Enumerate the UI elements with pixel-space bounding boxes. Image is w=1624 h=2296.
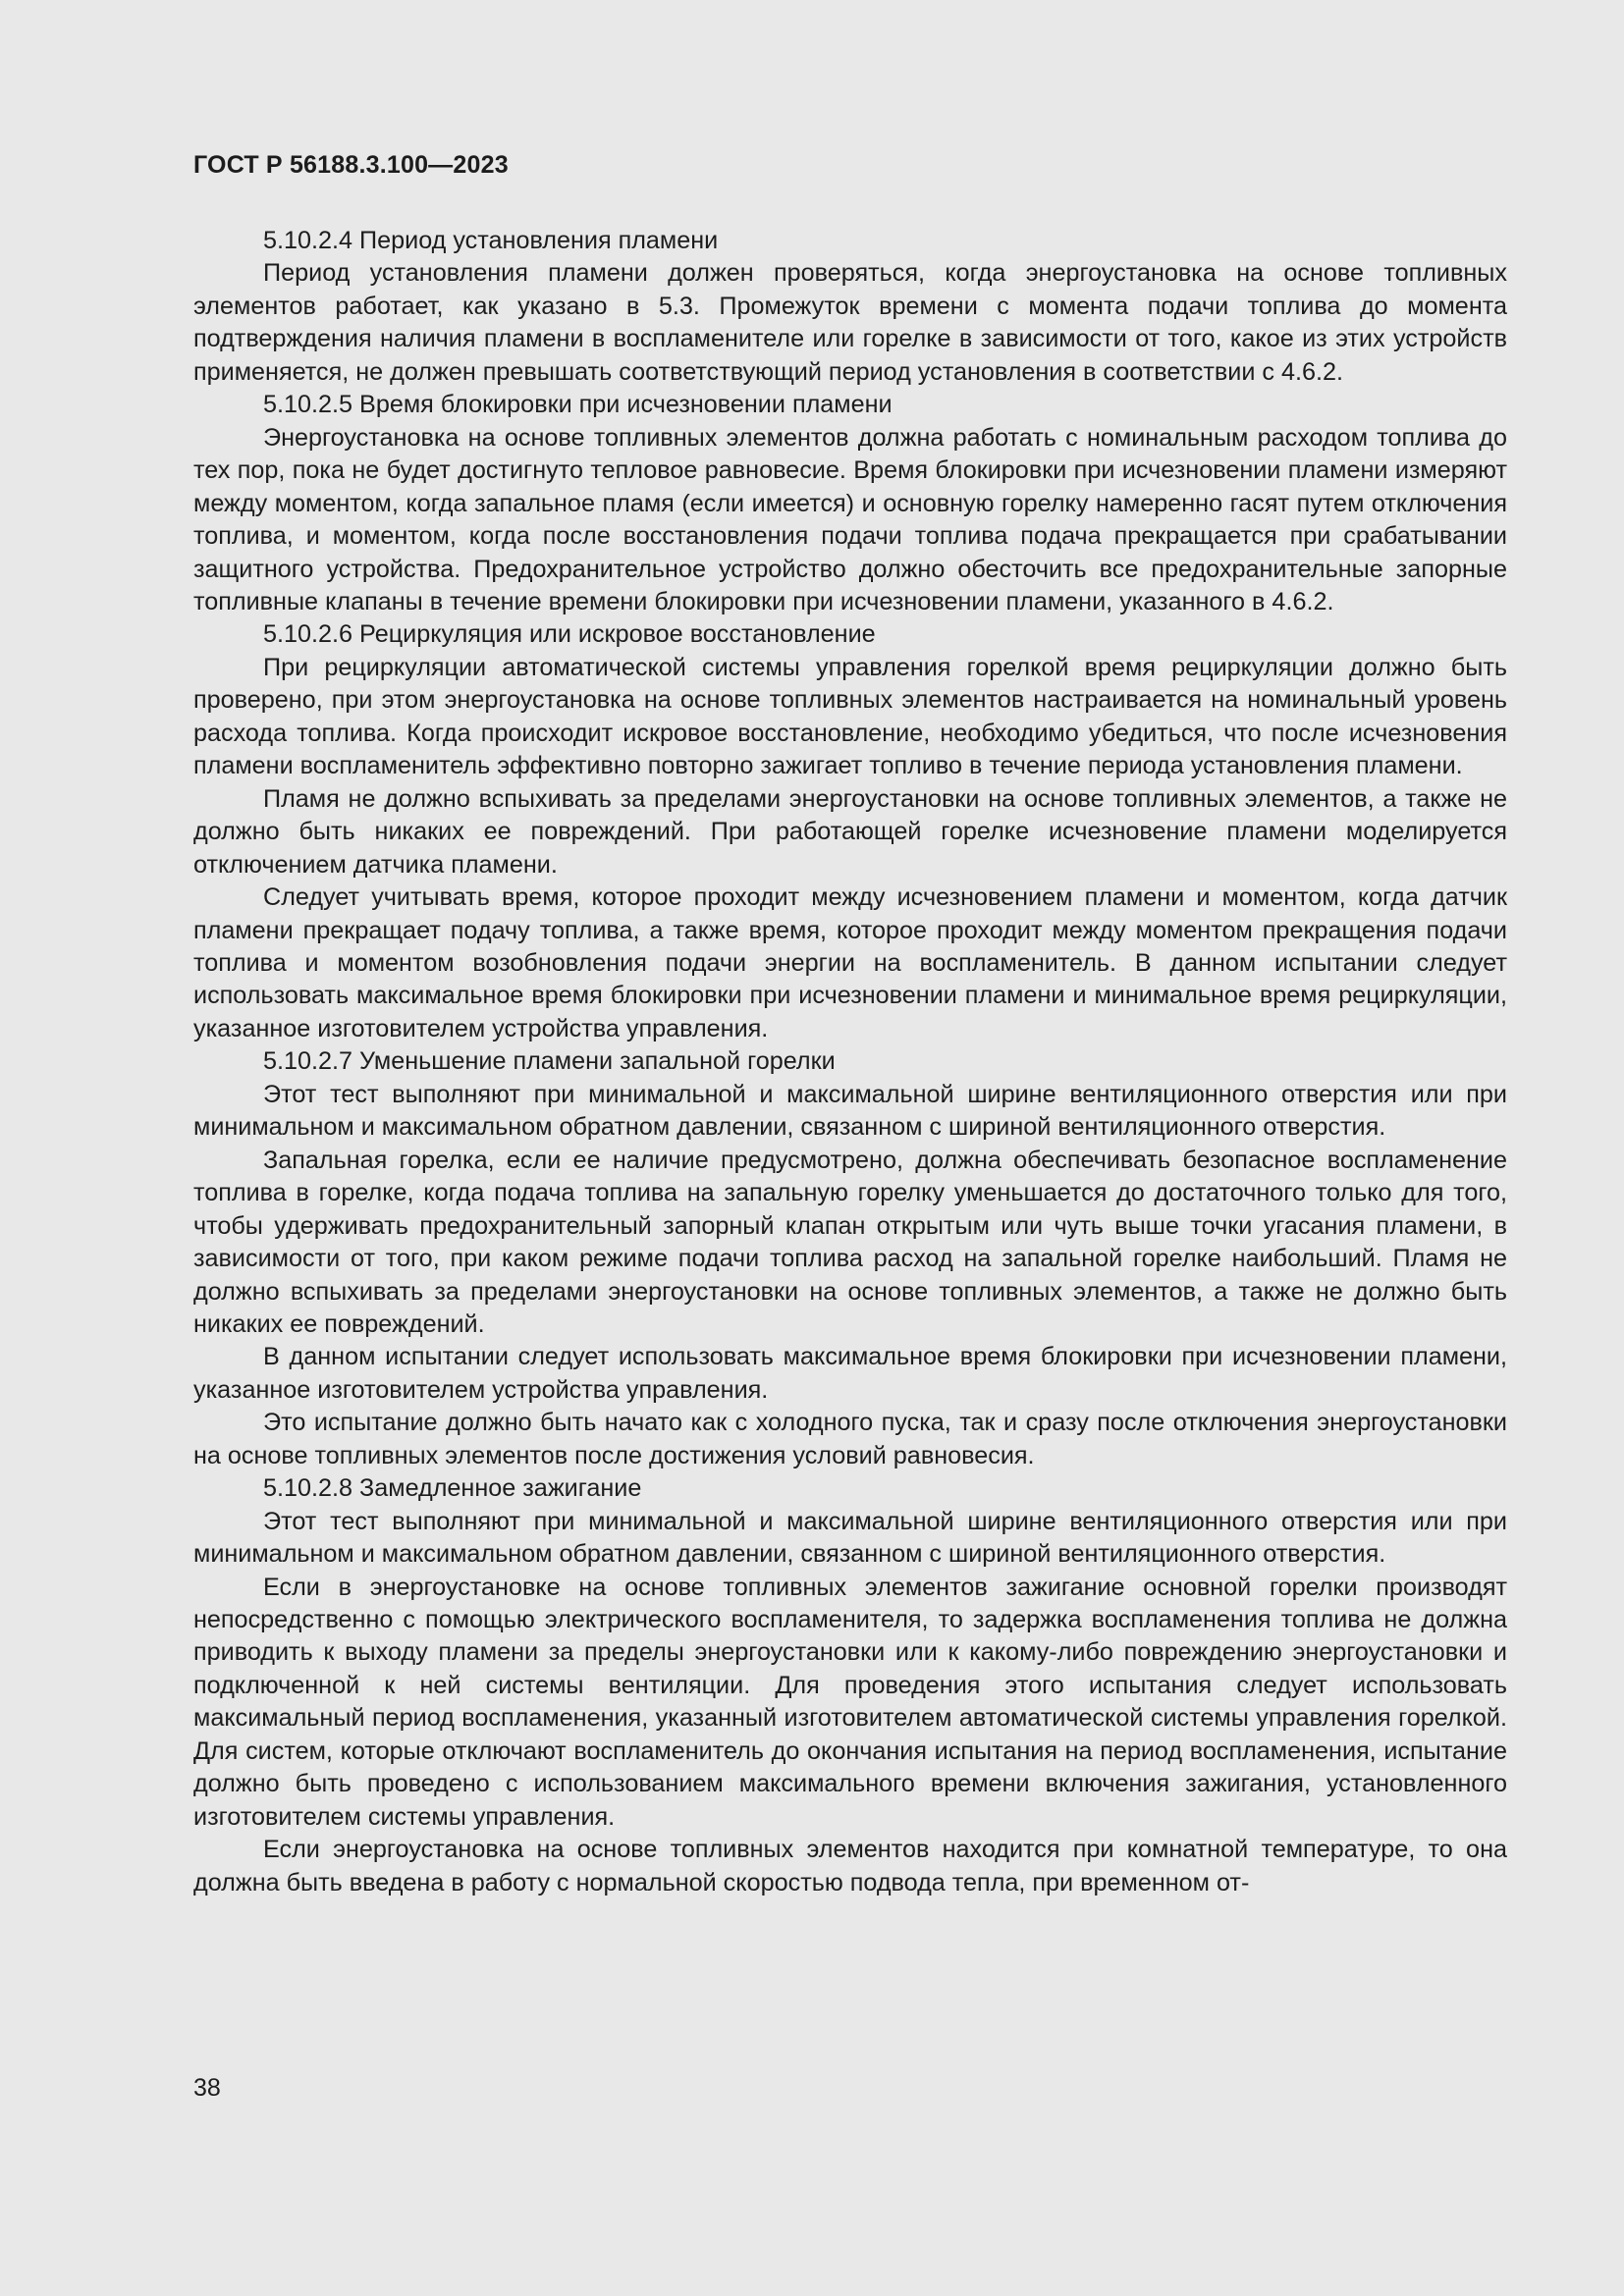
section-heading: 5.10.2.4 Период установления пламени (263, 227, 719, 254)
paragraph: Пламя не должно вспыхивать за пределами энергоустановки на основе топливных элементов, а также не должно быть никаких ее повреждений. При работающей горелке исчезновение пламени моделируется отключением датчика пламени. (193, 784, 1507, 879)
section-heading: 5.10.2.6 Рециркуляция или искровое восстановление (263, 620, 876, 649)
paragraph: Если энергоустановка на основе топливных элементов находится при комнатной температуре, то она должна быть введена в работу с нормальной скоростью подвода тепла, при временном от- (193, 1836, 1507, 1896)
paragraph: Следует учитывать время, которое проходит между исчезновением пламени и моментом, когда датчик пламени прекращает подачу топлива, а также время, которое проходит между моментом прекращения подачи топлива и моментом возобновления подачи энергии на воспламенитель. В данном испытании следует использовать максимальное время блокировки при исчезновении пламени и минимальное время рециркуляции, указанное изготовителем устройства управления. (193, 883, 1507, 1042)
paragraph: Этот тест выполняют при минимальной и максимальной ширине вентиляционного отверстия или при минимальном и максимальном обратном давлении, связанном с шириной вентиляционного отверстия. (193, 1507, 1507, 1569)
section-heading: 5.10.2.5 Время блокировки при исчезновении пламени (263, 391, 893, 419)
section-heading: 5.10.2.8 Замедленное зажигание (263, 1474, 642, 1503)
paragraph: Период установления пламени должен проверяться, когда энергоустановка на основе топливных элементов работает, как указано в 5.3. Промежуток времени с момента подачи топлива до момента подтверждения наличия пламени в воспламенителе или горелке в зависимости от того, какое из этих устройств применяется, не должен превышать соответствующий период установления в соответствии с 4.6.2. (193, 259, 1507, 386)
paragraph: Энергоустановка на основе топливных элементов должна работать с номинальным расходом топлива до тех пор, пока не будет достигнуто тепловое равновесие. Время блокировки при исчезновении пламени измеряют между моментом, когда запальное пламя (если имеется) и основную горелку намеренно гасят путем отключения топлива, и моментом, когда после восстановления подачи топлива подача прекращается при срабатывании защитного устройства. Предохранительное устройство должно обесточить все предохранительные запорные топливные клапаны в течение времени блокировки при исчезновении пламени, указанного в 4.6.2. (193, 423, 1507, 615)
document-header: ГОСТ Р 56188.3.100—2023 (193, 151, 509, 179)
paragraph: Это испытание должно быть начато как с холодного пуска, так и сразу после отключения энергоустановки на основе топливных элементов после достижения условий равновесия. (193, 1409, 1507, 1469)
paragraph: В данном испытании следует использовать максимальное время блокировки при исчезновении пламени, указанное изготовителем устройства управления. (193, 1343, 1507, 1404)
paragraph: Если в энергоустановке на основе топливных элементов зажигание основной горелки производят непосредственно с помощью электрического воспламенителя, то задержка воспламенения топлива не должна приводить к выходу пламени за пределы энергоустановки или к какому-либо повреждению энергоустановки и подключенной к ней системы вентиляции. Для проведения этого испытания следует использовать максимальный период воспламенения, указанный изготовителем автоматической системы управления горелкой. Для систем, которые отключают воспламенитель до окончания испытания на период воспламенения, испытание должно быть проведено с использованием максимального времени включения зажигания, установленного изготовителем системы управления. (193, 1573, 1507, 1831)
paragraph: Запальная горелка, если ее наличие предусмотрено, должна обеспечивать безопасное воспламенение топлива в горелке, когда подача топлива на запальную горелку уменьшается до достаточного только для того, чтобы удерживать предохранительный запорный клапан открытым или чуть выше точки угасания пламени, в зависимости от того, при каком режиме подачи топлива расход на запальной горелке наибольший. Пламя не должно вспыхивать за пределами энергоустановки на основе топливных элементов, а также не должно быть никаких ее повреждений. (193, 1146, 1507, 1338)
section-heading: 5.10.2.7 Уменьшение пламени запальной горелки (263, 1047, 836, 1076)
document-body (193, 225, 1507, 1899)
paragraph: При рециркуляции автоматической системы управления горелкой время рециркуляции должно быть проверено, при этом энергоустановка на основе топливных элементов настраивается на номинальный уровень расхода топлива. Когда происходит искровое восстановление, необходимо убедиться, что после исчезновения пламени воспламенитель эффективно повторно зажигает топливо в течение периода установления пламени. (193, 653, 1507, 780)
page-number: 38 (193, 2074, 221, 2102)
paragraph: Этот тест выполняют при минимальной и максимальной ширине вентиляционного отверстия или при минимальном и максимальном обратном давлении, связанном с шириной вентиляционного отверстия. (193, 1080, 1507, 1142)
